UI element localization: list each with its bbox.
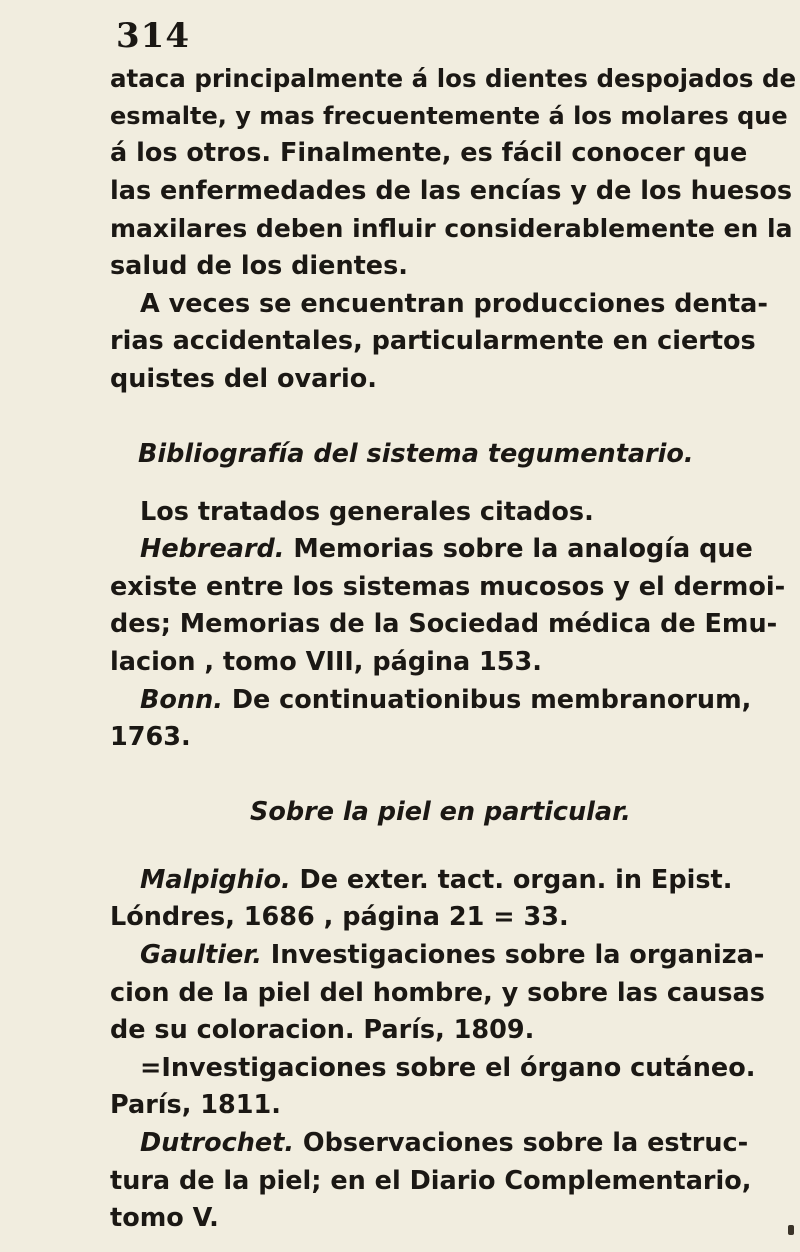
body-line: rias accidentales, particularmente en ciertos: [110, 326, 756, 357]
reference-text: lacion , tomo VIII, página 153.: [110, 646, 542, 677]
reference-line: [110, 644, 800, 682]
reference-line: [110, 1125, 800, 1163]
reference-line: [110, 494, 800, 532]
reference-line: [110, 1087, 800, 1125]
reference-text: tura de la piel; en el Diario Complementario,: [110, 1165, 752, 1196]
reference-text: tomo V.: [110, 1203, 219, 1234]
section-heading-bibliography: Bibliografía del sistema tegumentario.: [138, 438, 694, 469]
reference-text: Los tratados generales citados.: [140, 496, 594, 527]
reference-line: [110, 899, 800, 937]
reference-text: des; Memorias de la Sociedad médica de Emu-: [110, 609, 778, 640]
reference-text: Memorias sobre la analogía que: [284, 534, 753, 565]
reference-author: Hebreard.: [140, 534, 285, 565]
page-body: [110, 60, 800, 1238]
body-line: salud de los dientes.: [110, 250, 408, 281]
body-line: quistes del ovario.: [110, 363, 377, 394]
reference-text: Lóndres, 1686 , página 21 = 33.: [110, 902, 569, 933]
reference-author: Gaultier.: [140, 940, 262, 971]
ink-speck: [788, 1225, 794, 1235]
body-line: ataca principalmente á los dientes despojados de: [110, 64, 797, 93]
reference-line: [110, 606, 800, 644]
reference-text: Observaciones sobre la estruc-: [294, 1128, 749, 1159]
reference-line: [110, 937, 800, 975]
reference-text: =Investigaciones sobre el órgano cutáneo.: [140, 1052, 756, 1083]
page-number: 314: [116, 16, 190, 56]
reference-author: Dutrochet.: [140, 1128, 295, 1159]
section-heading-skin: Sobre la piel en particular.: [250, 797, 631, 828]
reference-text: De exter. tact. organ. in Epist.: [290, 864, 733, 895]
reference-line: [110, 1050, 800, 1088]
reference-line: [110, 719, 800, 757]
reference-author: Bonn.: [140, 684, 223, 715]
body-line: A veces se encuentran producciones denta-: [140, 288, 768, 319]
reference-text: De continuationibus membranorum,: [222, 684, 752, 715]
reference-line: [110, 862, 800, 900]
reference-line: [110, 531, 800, 569]
body-line: maxilares deben influir considerablemente en la: [110, 214, 793, 244]
reference-text: 1763.: [110, 722, 191, 753]
reference-line: [110, 1012, 800, 1050]
reference-text: París, 1811.: [110, 1090, 281, 1121]
reference-text: de su coloracion. París, 1809.: [110, 1015, 535, 1046]
reference-line: [110, 682, 800, 720]
reference-line: [110, 1163, 800, 1201]
body-line: esmalte, y mas frecuentemente á los molares que: [110, 101, 788, 130]
reference-line: [110, 1200, 800, 1238]
reference-line: [110, 975, 800, 1013]
reference-line: [110, 569, 800, 607]
body-line: las enfermedades de las encías y de los huesos: [110, 175, 793, 206]
reference-text: cion de la piel del hombre, y sobre las causas: [110, 977, 765, 1008]
reference-text: existe entre los sistemas mucosos y el dermoi-: [110, 571, 786, 602]
body-line: á los otros. Finalmente, es fácil conocer que: [110, 138, 748, 169]
reference-author: Malpighio.: [140, 864, 291, 895]
reference-text: Investigaciones sobre la organiza-: [261, 940, 765, 971]
